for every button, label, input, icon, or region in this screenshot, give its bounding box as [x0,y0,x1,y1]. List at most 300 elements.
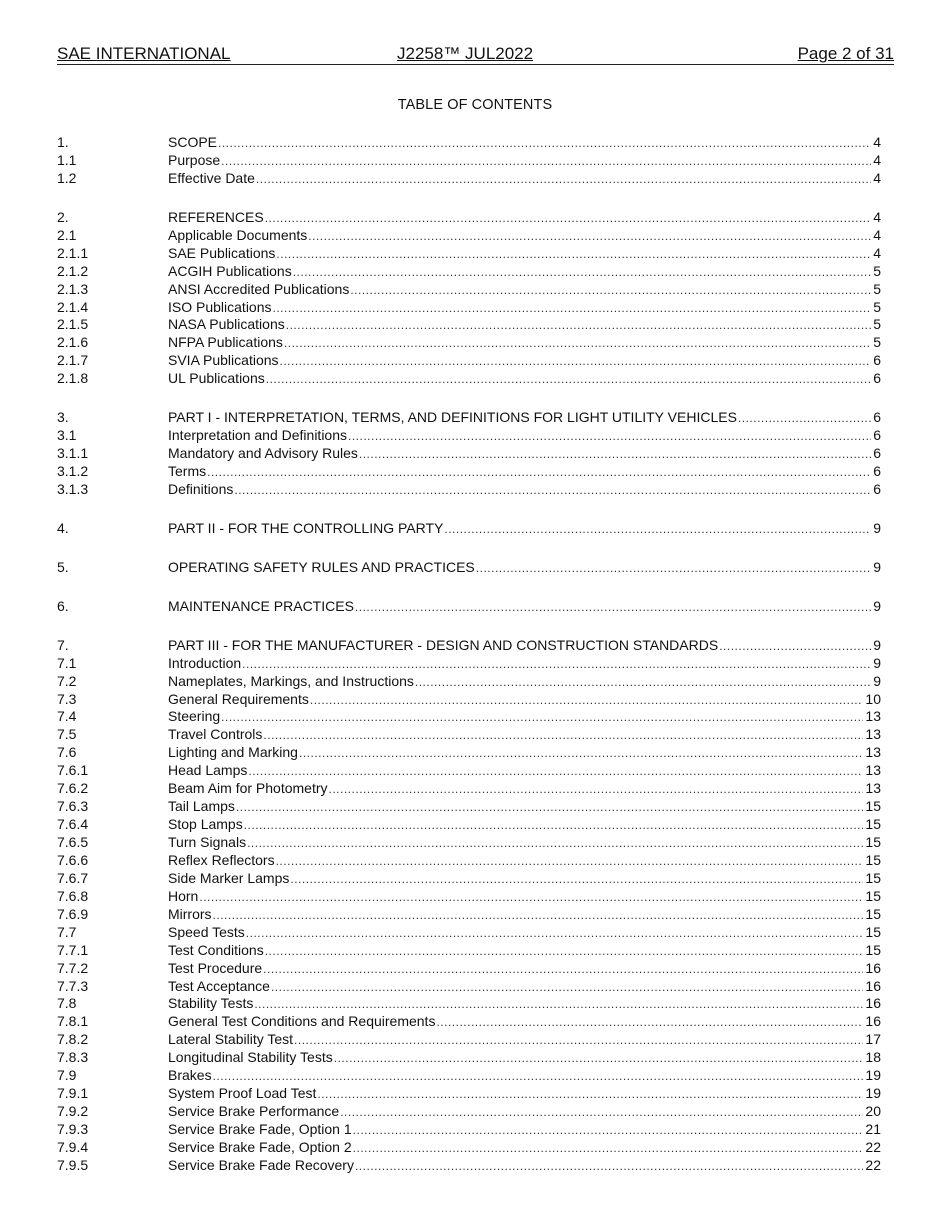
dot-leader [207,464,871,482]
toc-entry-line [168,708,881,727]
dot-leader [415,674,871,692]
toc-section-number: 7.6.2 [57,780,89,797]
toc-page-number: 21 [865,1121,881,1137]
toc-entry-line [168,263,881,282]
toc-section-title: Terms [168,463,207,479]
dot-leader [293,264,871,282]
toc-section-number: 7.1 [57,654,77,671]
toc-page-number: 5 [873,334,881,351]
toc-entry-line [168,281,881,300]
toc-entry[interactable] [57,263,881,281]
toc-entry-line [168,978,881,997]
toc-section-title: Turn Signals [168,834,247,850]
dot-leader [299,745,863,763]
toc-entry[interactable] [57,1031,881,1049]
table-of-contents [57,134,881,1175]
dot-leader [236,799,864,817]
toc-entry[interactable] [57,744,881,762]
toc-entry-line [168,834,881,853]
toc-entry-line [168,1049,881,1068]
toc-section-title: General Test Conditions and Requirements [168,1013,436,1030]
toc-page-number: 13 [865,726,881,743]
toc-section-title: Mandatory and Advisory Rules [168,445,358,462]
toc-section-title: Service Brake Fade, Option 1 [168,1121,352,1137]
toc-section-number: 7.4 [57,708,77,725]
toc-entry[interactable] [57,1085,881,1103]
toc-entry[interactable] [57,170,881,188]
toc-section-title: Side Marker Lamps [168,869,290,886]
toc-section-gap [57,188,881,209]
toc-entry-line [168,1085,881,1104]
toc-section-title: Lateral Stability Test [168,1031,294,1048]
toc-entry[interactable] [57,152,881,170]
dot-leader [266,371,871,389]
toc-entry[interactable] [57,762,881,780]
toc-page-number: 15 [865,869,881,886]
toc-entry-line [168,134,881,153]
toc-page-number: 13 [865,744,881,761]
toc-entry-line [168,352,881,371]
dot-leader [308,228,871,246]
toc-section-number: 7.9.5 [57,1156,89,1173]
toc-entry-line [168,1157,881,1176]
toc-entry[interactable] [57,245,881,263]
toc-section-number: 7.9.3 [57,1121,89,1137]
dot-leader [350,282,871,300]
toc-entry[interactable] [57,1067,881,1085]
toc-entry[interactable] [57,978,881,996]
toc-page-number: 6 [873,352,881,369]
toc-section-title: Stability Tests [168,995,254,1012]
toc-page-number: 15 [865,905,881,922]
toc-section-number: 5. [57,558,69,575]
toc-entry-line [168,762,881,781]
toc-page-number: 18 [865,1049,881,1066]
toc-entry-line [168,691,881,710]
toc-entry[interactable] [57,1049,881,1067]
toc-page-number: 15 [865,851,881,868]
toc-section-gap [57,388,881,409]
toc-entry[interactable] [57,816,881,834]
toc-entry[interactable] [57,995,881,1013]
toc-title: TABLE OF CONTENTS [397,97,553,113]
toc-entry[interactable] [57,1013,881,1031]
toc-section-title: Tail Lamps [168,798,235,815]
toc-entry-line [168,995,881,1014]
toc-entry-line [168,888,881,907]
toc-entry[interactable] [57,299,881,317]
toc-entry[interactable] [57,316,881,334]
toc-entry-line [168,906,881,925]
dot-leader [436,1014,863,1032]
dot-leader [276,853,864,871]
toc-page-number: 10 [865,690,881,707]
toc-section-title: Service Brake Fade Recovery [168,1156,354,1173]
dot-leader [265,943,864,961]
toc-section-title: NASA Publications [168,316,285,333]
toc-section-title: Lighting and Marking [168,744,298,761]
toc-section-number: 7.6 [57,744,77,761]
toc-section-title: Brakes [168,1067,212,1084]
toc-section-number: 7.7.1 [57,941,89,958]
toc-section-number: 7.7 [57,923,77,940]
toc-section-title: ACGIH Publications [168,262,292,279]
toc-page-number: 19 [865,1085,881,1102]
toc-section-title: Test Acceptance [168,977,270,994]
toc-entry[interactable] [57,852,881,870]
toc-section-gap [57,616,881,637]
toc-entry-line [168,427,881,446]
toc-page-number: 16 [865,959,881,976]
toc-entry[interactable] [57,673,881,691]
toc-entry[interactable] [57,637,881,655]
toc-entry[interactable] [57,870,881,888]
toc-entry-line [168,409,881,428]
toc-page-number: 4 [873,244,881,261]
toc-entry-line [168,1103,881,1122]
toc-section-number: 1.1 [57,151,77,168]
toc-section-number: 2.1.4 [57,298,89,315]
toc-entry[interactable] [57,708,881,726]
toc-section-number: 7.7.2 [57,959,89,976]
toc-page-number: 15 [865,816,881,833]
toc-section-number: 4. [57,519,69,536]
toc-section-number: 7.8.2 [57,1031,89,1048]
toc-page-number: 16 [865,995,881,1012]
toc-entry[interactable] [57,463,881,481]
toc-section-title: ISO Publications [168,298,272,315]
toc-section-number: 2.1.8 [57,370,89,387]
toc-entry-line [168,942,881,961]
toc-section-title: REFERENCES [168,208,264,225]
toc-entry[interactable] [57,1157,881,1175]
toc-section-title: Interpretation and Definitions [168,427,347,444]
dot-leader [218,135,871,153]
toc-entry[interactable] [57,481,881,499]
toc-section-number: 7.2 [57,672,77,689]
toc-section-number: 1. [57,134,69,150]
toc-section-title: Mirrors [168,905,212,922]
dot-leader [294,1032,863,1050]
toc-page-number: 15 [865,834,881,850]
toc-page-number: 22 [865,1138,881,1155]
toc-page-number: 9 [873,597,881,614]
toc-entry[interactable] [57,888,881,906]
toc-entry[interactable] [57,559,881,577]
toc-section-number: 7.9.2 [57,1103,89,1120]
dot-leader [738,410,871,428]
toc-section-title: OPERATING SAFETY RULES AND PRACTICES [168,558,475,575]
toc-entry-line [168,816,881,835]
toc-page-number: 16 [865,1013,881,1030]
toc-entry-line [168,316,881,335]
toc-entry-line [168,924,881,943]
toc-entry-line [168,1067,881,1086]
toc-section-number: 3.1.1 [57,445,89,462]
toc-section-title: Stop Lamps [168,816,243,833]
toc-section-title: Definitions [168,480,234,497]
toc-section-gap [57,577,881,598]
toc-entry-line [168,1139,881,1158]
dot-leader [242,656,871,674]
toc-page-number: 5 [873,298,881,315]
toc-page-number: 9 [873,636,881,653]
toc-entry-line [168,598,881,617]
toc-section-gap [57,538,881,559]
toc-page-number: 9 [873,654,881,671]
dot-leader [276,246,871,264]
toc-section-number: 7.8.1 [57,1013,89,1030]
toc-page-number: 15 [865,941,881,958]
dot-leader [273,300,872,318]
publisher-name: SAE INTERNATIONAL [57,44,231,63]
toc-page-number: 4 [873,226,881,243]
toc-section-number: 2.1.5 [57,316,89,333]
dot-leader [290,871,863,889]
toc-entry-line [168,245,881,264]
toc-section-title: Longitudinal Stability Tests [168,1049,333,1066]
toc-entry[interactable] [57,1139,881,1157]
toc-entry[interactable] [57,281,881,299]
toc-page-number: 15 [865,887,881,904]
toc-section-title: SCOPE [168,134,218,150]
toc-entry-line [168,798,881,817]
toc-page-number: 6 [873,409,881,426]
toc-section-number: 2.1.7 [57,352,89,369]
document-id: J2258™ JUL2022 [397,44,534,63]
toc-section-title: MAINTENANCE PRACTICES [168,597,354,614]
toc-page-number: 22 [865,1156,881,1173]
dot-leader [199,889,863,907]
toc-page-number: 15 [865,798,881,815]
toc-section-title: Speed Tests [168,923,245,940]
page-number: Page 2 of 31 [797,44,894,63]
toc-entry-line [168,744,881,763]
dot-leader [444,521,871,539]
toc-entry-line [168,445,881,464]
toc-section-number: 7.8.3 [57,1049,89,1066]
toc-section-number: 2. [57,208,69,225]
toc-entry[interactable] [57,798,881,816]
dot-leader [254,996,863,1014]
toc-section-number: 7.6.6 [57,851,89,868]
toc-section-title: Introduction [168,654,242,671]
toc-section-number: 7.5 [57,726,77,743]
toc-entry[interactable] [57,942,881,960]
toc-entry[interactable] [57,726,881,744]
toc-section-number: 7.6.1 [57,762,89,779]
toc-entry[interactable] [57,427,881,445]
toc-page-number: 4 [873,151,881,168]
toc-section-number: 7. [57,636,69,653]
toc-section-number: 2.1.2 [57,262,89,279]
dot-leader [280,353,872,371]
toc-section-title: ANSI Accredited Publications [168,280,350,297]
dot-leader [271,979,863,997]
toc-page-number: 4 [873,169,881,186]
toc-entry[interactable] [57,598,881,616]
toc-section-title: PART II - FOR THE CONTROLLING PARTY [168,519,444,536]
toc-entry[interactable] [57,370,881,388]
toc-entry-line [168,1121,881,1140]
toc-entry[interactable] [57,134,881,152]
toc-section-title: UL Publications [168,370,265,387]
toc-page-number: 9 [873,672,881,689]
dot-leader [719,638,871,656]
dot-leader [265,210,872,228]
toc-section-title: SVIA Publications [168,352,279,369]
toc-section-number: 3.1 [57,427,77,444]
toc-section-title: Test Procedure [168,959,263,976]
toc-section-number: 2.1.1 [57,244,89,261]
toc-section-title: Beam Aim for Photometry [168,780,328,797]
dot-leader [334,1050,864,1068]
toc-entry-line [168,152,881,171]
toc-entry-line [168,170,881,189]
toc-entry-line [168,852,881,871]
dot-leader [329,781,864,799]
toc-entry-line [168,463,881,482]
toc-page-number: 15 [865,923,881,940]
toc-section-number: 7.9.4 [57,1138,89,1155]
toc-page-number: 13 [865,708,881,725]
toc-entry[interactable] [57,520,881,538]
dot-leader [353,1122,864,1140]
dot-leader [310,692,864,710]
dot-leader [476,560,871,578]
toc-section-number: 3. [57,409,69,426]
toc-section-title: General Requirements [168,690,309,707]
toc-section-number: 7.6.4 [57,816,89,833]
toc-page-number: 13 [865,780,881,797]
dot-leader [234,482,871,500]
toc-section-title: Test Conditions [168,941,264,958]
toc-section-number: 7.9.1 [57,1085,89,1102]
toc-entry-line [168,1013,881,1032]
dot-leader [355,599,871,617]
toc-entry-line [168,1031,881,1050]
toc-section-number: 7.8 [57,995,77,1012]
toc-section-number: 7.6.9 [57,905,89,922]
toc-entry-line [168,299,881,318]
toc-entry[interactable] [57,924,881,942]
toc-page-number: 4 [873,208,881,225]
dot-leader [348,428,871,446]
toc-entry[interactable] [57,906,881,924]
toc-entry[interactable] [57,227,881,245]
toc-entry[interactable] [57,691,881,709]
dot-leader [244,817,864,835]
toc-entry[interactable] [57,352,881,370]
toc-entry[interactable] [57,209,881,227]
page-header [57,44,894,65]
dot-leader [221,153,871,171]
toc-entry-line [168,726,881,745]
toc-section-number: 7.6.3 [57,798,89,815]
toc-entry[interactable] [57,409,881,427]
toc-page-number: 6 [873,445,881,462]
dot-leader [248,763,863,781]
toc-section-gap [57,499,881,520]
toc-entry[interactable] [57,445,881,463]
toc-section-number: 2.1 [57,226,77,243]
dot-leader [340,1104,863,1122]
toc-entry-line [168,520,881,539]
toc-entry-line [168,870,881,889]
toc-entry-line [168,655,881,674]
dot-leader [263,727,863,745]
toc-section-title: Service Brake Fade, Option 2 [168,1138,352,1155]
toc-entry-line [168,780,881,799]
toc-page-number: 20 [865,1103,881,1120]
toc-section-title: Nameplates, Markings, and Instructions [168,672,414,689]
toc-section-number: 2.1.6 [57,334,89,351]
toc-page-number: 6 [873,370,881,387]
toc-section-title: Steering [168,708,221,725]
toc-entry[interactable] [57,655,881,673]
dot-leader [359,446,871,464]
toc-page-number: 9 [873,519,881,536]
dot-leader [247,835,863,853]
toc-section-title: PART I - INTERPRETATION, TERMS, AND DEFINITIONS FOR LIGHT UTILITY VEHICLES [168,409,737,426]
toc-section-title: Service Brake Performance [168,1103,340,1120]
toc-page-number: 4 [873,134,881,150]
toc-section-number: 7.7.3 [57,977,89,994]
toc-entry-line [168,673,881,692]
toc-page-number: 13 [865,762,881,779]
toc-entry[interactable] [57,960,881,978]
toc-section-number: 6. [57,597,69,614]
toc-page-number: 9 [873,558,881,575]
toc-section-number: 1.2 [57,169,77,186]
toc-entry[interactable] [57,780,881,798]
dot-leader [286,317,871,335]
dot-leader [263,961,863,979]
dot-leader [353,1140,864,1158]
dot-leader [213,907,864,925]
toc-entry[interactable] [57,334,881,352]
toc-entry-line [168,370,881,389]
dot-leader [317,1086,863,1104]
dot-leader [246,925,864,943]
toc-section-number: 7.6.5 [57,834,89,850]
toc-entry-line [168,481,881,500]
toc-entry-line [168,334,881,353]
toc-section-title: Head Lamps [168,762,248,779]
toc-entry-line [168,637,881,656]
toc-section-title: Purpose [168,151,221,168]
toc-section-number: 7.3 [57,690,77,707]
toc-entry[interactable] [57,1103,881,1121]
toc-section-number: 3.1.2 [57,463,89,479]
toc-section-number: 3.1.3 [57,480,89,497]
dot-leader [221,709,863,727]
toc-entry[interactable] [57,834,881,852]
toc-section-number: 7.6.7 [57,869,89,886]
toc-entry-line [168,559,881,578]
toc-section-title: Travel Controls [168,726,263,743]
toc-page-number: 6 [873,463,881,479]
toc-section-title: SAE Publications [168,244,276,261]
dot-leader [256,171,871,189]
toc-page-number: 6 [873,480,881,497]
toc-page-number: 16 [865,977,881,994]
toc-page-number: 5 [873,316,881,333]
toc-section-number: 2.1.3 [57,280,89,297]
toc-page-number: 5 [873,262,881,279]
toc-section-title: Applicable Documents [168,226,308,243]
toc-entry[interactable] [57,1121,881,1139]
